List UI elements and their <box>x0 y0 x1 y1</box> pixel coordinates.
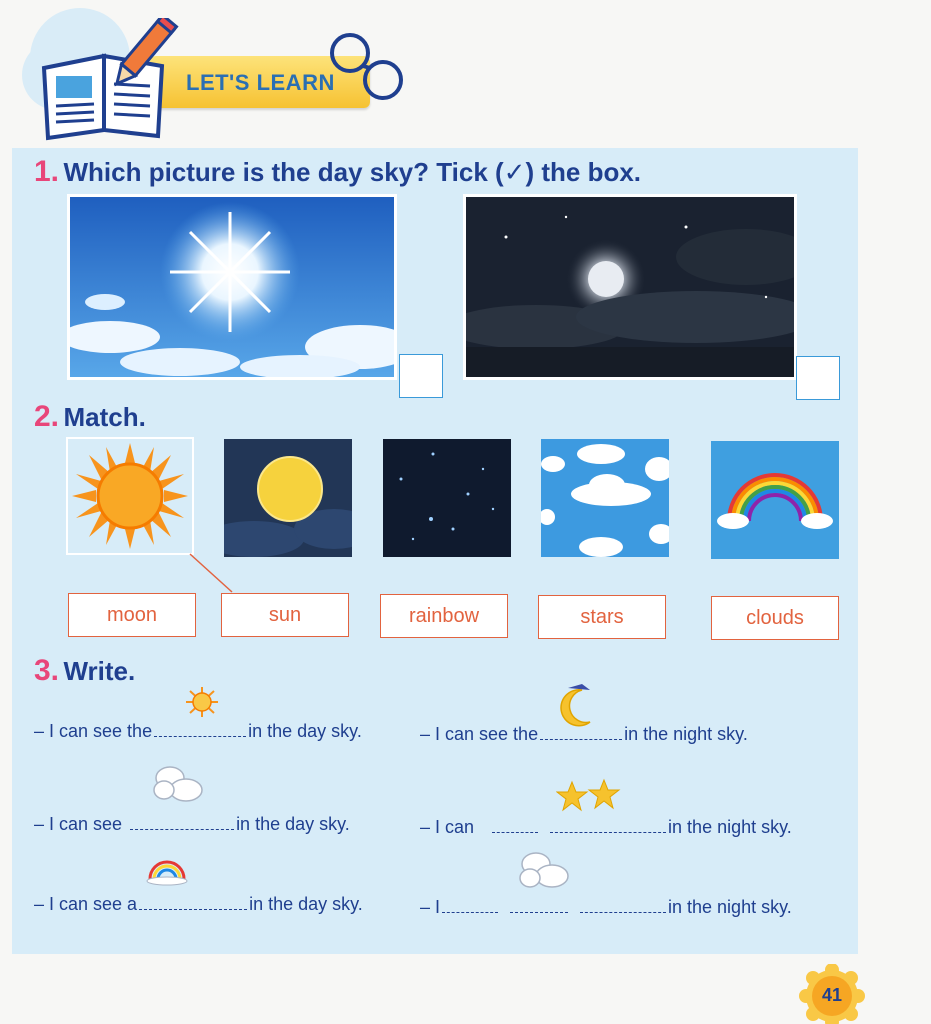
question-instruction: Write. <box>63 656 136 686</box>
sentence-suffix: in the night sky. <box>668 897 792 917</box>
sentence-suffix: in the day sky. <box>248 721 362 741</box>
match-picture-moon <box>224 439 352 557</box>
write-sentence-day-3 <box>34 894 363 915</box>
answer-blank[interactable] <box>540 738 622 740</box>
sentence-prefix: – I can see a <box>34 894 138 914</box>
night-sky-picture <box>463 194 797 380</box>
question-number: 2. <box>34 400 60 433</box>
sun-icon <box>68 439 192 553</box>
day-sky-picture <box>67 194 397 380</box>
match-picture-clouds <box>541 439 669 557</box>
word-box-sun[interactable]: sun <box>221 593 349 637</box>
word-box-stars[interactable]: stars <box>538 595 666 639</box>
full-moon-icon <box>224 439 352 557</box>
answer-blank[interactable] <box>510 911 568 913</box>
match-line <box>188 552 238 596</box>
small-moon-icon <box>560 682 598 728</box>
answer-blank[interactable] <box>130 828 234 830</box>
sentence-prefix: – I <box>420 897 441 917</box>
answer-blank[interactable] <box>442 911 498 913</box>
match-picture-sun <box>66 437 194 555</box>
show-through-text <box>195 12 201 35</box>
night-sky-moon-image <box>466 197 797 380</box>
write-sentence-night-1 <box>420 724 748 745</box>
small-stars-icon <box>556 778 622 814</box>
sentence-prefix: – I can see the <box>34 721 153 741</box>
question-instruction: Match. <box>63 402 146 432</box>
question-instruction: Which picture is the day sky? Tick (✓) the box. <box>63 157 642 187</box>
small-cloud-icon <box>150 762 206 804</box>
write-sentence-night-2 <box>420 817 792 838</box>
question-1-heading <box>34 155 641 189</box>
sentence-suffix: in the day sky. <box>236 814 350 834</box>
sentence-suffix: in the night sky. <box>668 817 792 837</box>
book-pencil-icon <box>34 18 184 143</box>
glasses-icon <box>325 28 410 108</box>
word-box-moon[interactable]: moon <box>68 593 196 637</box>
answer-blank[interactable] <box>550 831 666 833</box>
sentence-prefix: – I can see the <box>420 724 539 744</box>
clouds-icon <box>541 439 669 557</box>
small-cloud-icon-night <box>516 848 572 892</box>
word-box-clouds[interactable]: clouds <box>711 596 839 640</box>
answer-blank[interactable] <box>154 735 246 737</box>
sentence-prefix: – I can see <box>34 814 123 834</box>
answer-blank[interactable] <box>139 908 247 910</box>
question-number: 1. <box>34 155 60 188</box>
write-sentence-night-3 <box>420 897 792 918</box>
small-sun-icon <box>184 686 220 718</box>
match-picture-rainbow <box>711 441 839 559</box>
banner-title: LET'S LEARN <box>186 70 335 95</box>
rainbow-icon <box>711 441 839 559</box>
day-sky-sun-image <box>70 197 397 380</box>
sentence-suffix: in the day sky. <box>249 894 363 914</box>
match-picture-stars <box>383 439 511 557</box>
question-2-heading <box>34 400 146 434</box>
sentence-prefix: – I can <box>420 817 475 837</box>
write-sentence-day-2 <box>34 814 350 835</box>
write-sentence-day-1 <box>34 721 362 742</box>
answer-blank[interactable] <box>492 831 538 833</box>
night-sky-tick-box[interactable] <box>796 356 840 400</box>
word-box-rainbow[interactable]: rainbow <box>380 594 508 638</box>
day-sky-tick-box[interactable] <box>399 354 443 398</box>
answer-blank[interactable] <box>580 911 666 913</box>
sentence-suffix: in the night sky. <box>624 724 748 744</box>
question-number: 3. <box>34 654 60 687</box>
page-number: 41 <box>821 985 843 1005</box>
question-3-heading <box>34 654 135 688</box>
stars-icon <box>383 439 511 557</box>
small-rainbow-icon <box>144 855 190 887</box>
